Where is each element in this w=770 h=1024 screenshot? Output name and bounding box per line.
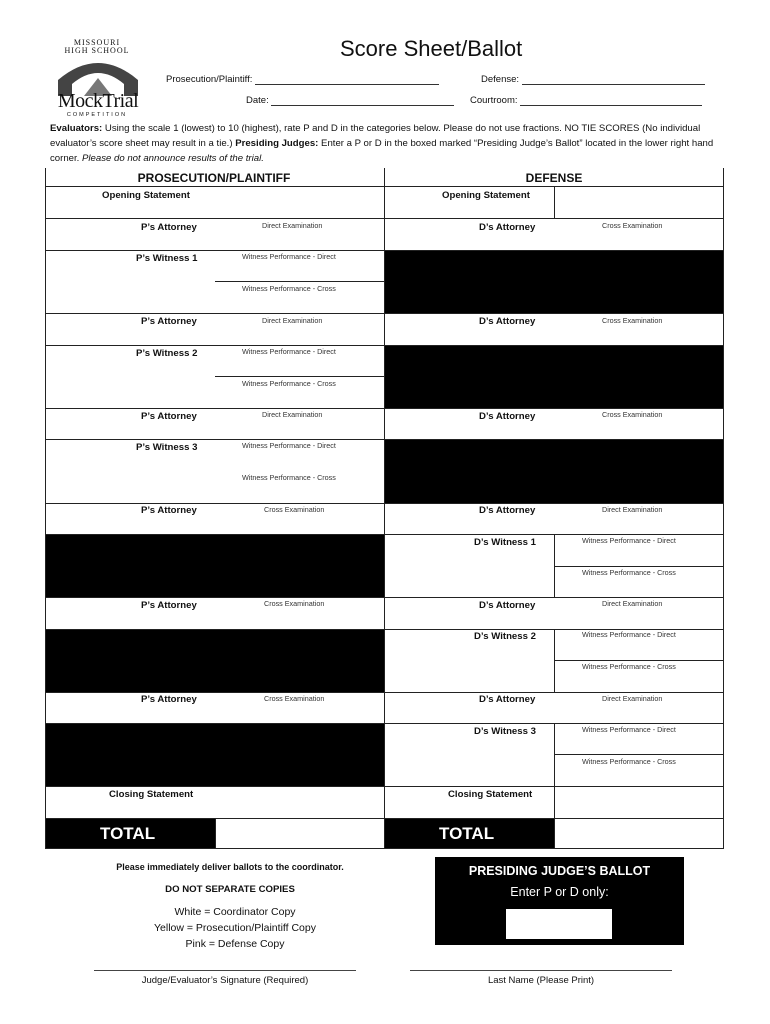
p-witness1-label: P’s Witness 1	[136, 253, 198, 264]
last-name-line[interactable]	[410, 970, 672, 971]
p-closing-label: Closing Statement	[109, 789, 194, 800]
row-line	[45, 723, 724, 724]
d-attorney-label: D’s Attorney	[479, 694, 536, 705]
deliver-note: Please immediately deliver ballots to the coordinator.	[116, 862, 344, 872]
p-attorney-label: P’s Attorney	[141, 316, 197, 327]
row-line	[554, 660, 724, 661]
page-title: Score Sheet/Ballot	[340, 36, 523, 61]
row-line	[215, 376, 384, 377]
mock-trial-logo	[44, 34, 150, 118]
d-direct-exam-label: Direct Examination	[602, 505, 663, 514]
p-direct-exam-label: Direct Examination	[262, 221, 323, 230]
row-line	[45, 186, 724, 187]
p-cross-exam-label: Cross Examination	[264, 599, 325, 608]
table-border	[723, 168, 724, 849]
p-wp-direct-label: Witness Performance - Direct	[242, 347, 336, 356]
row-line	[45, 534, 724, 535]
signature-line[interactable]	[94, 970, 356, 971]
d-attorney-label: D’s Attorney	[479, 411, 536, 422]
courtroom-label: Courtroom:	[470, 95, 518, 106]
blacked-out-cell	[45, 534, 384, 597]
logo-main-text: MockTrial	[57, 90, 139, 112]
signature-label: Judge/Evaluator’s Signature (Required)	[141, 975, 309, 986]
d-witness3-label: D’s Witness 3	[474, 726, 536, 737]
row-line	[45, 345, 724, 346]
instructions	[50, 121, 730, 166]
row-line	[45, 313, 724, 314]
defense-column-header: DEFENSE	[525, 171, 583, 185]
d-direct-exam-label: Direct Examination	[602, 599, 663, 608]
pink-copy-note: Pink = Defense Copy	[185, 938, 285, 950]
d-opening-label: Opening Statement	[442, 190, 530, 201]
logo-top-text-2: HIGH SCHOOL	[64, 46, 130, 55]
evaluators-text: Using the scale 1 (lowest) to 10 (highest), rate P and D in the categories below. Please do not use fractions. NO TIE SCORES (No individual evaluator’s score sheet may result in a tie.)	[50, 123, 701, 149]
d-wp-direct-label: Witness Performance - Direct	[582, 536, 676, 545]
d-cross-exam-label: Cross Examination	[602, 221, 663, 230]
defense-field[interactable]	[481, 74, 705, 85]
d-wp-cross-label: Witness Performance - Cross	[582, 568, 676, 577]
no-announce-text: Please do not announce results of the trial.	[82, 153, 264, 164]
prosecution-field[interactable]	[166, 74, 439, 85]
row-line	[45, 692, 724, 693]
p-wp-cross-label: Witness Performance - Cross	[242, 284, 336, 293]
d-wp-cross-label: Witness Performance - Cross	[582, 662, 676, 671]
p-wp-direct-label: Witness Performance - Direct	[242, 441, 336, 450]
row-line	[45, 250, 724, 251]
row-line	[45, 218, 724, 219]
date-line	[271, 96, 454, 106]
blacked-out-cell	[384, 345, 724, 408]
p-attorney-label: P’s Attorney	[141, 222, 197, 233]
blacked-out-cell	[384, 250, 724, 313]
p-direct-exam-label: Direct Examination	[262, 410, 323, 419]
row-line	[215, 281, 384, 282]
prosecution-line	[255, 75, 439, 85]
p-direct-exam-label: Direct Examination	[262, 316, 323, 325]
p-wp-cross-label: Witness Performance - Cross	[242, 473, 336, 482]
p-attorney-label: P’s Attorney	[141, 600, 197, 611]
row-line	[45, 408, 724, 409]
defense-label: Defense:	[481, 74, 520, 85]
d-attorney-label: D’s Attorney	[479, 316, 536, 327]
blacked-out-cell	[384, 439, 724, 503]
d-witness2-label: D’s Witness 2	[474, 631, 536, 642]
presiding-judge-ballot	[435, 857, 684, 945]
row-line	[45, 503, 724, 504]
score-table	[45, 168, 724, 849]
p-total-label: TOTAL	[100, 824, 156, 843]
prosecution-label: Prosecution/Plaintiff:	[166, 74, 253, 85]
courtroom-field[interactable]	[470, 95, 702, 106]
d-total-label: TOTAL	[439, 824, 495, 843]
d-closing-label: Closing Statement	[448, 789, 533, 800]
p-witness2-label: P’s Witness 2	[136, 348, 198, 359]
last-name-label: Last Name (Please Print)	[487, 975, 595, 986]
p-wp-cross-label: Witness Performance - Cross	[242, 379, 336, 388]
courtroom-line	[520, 96, 702, 106]
p-witness3-label: P’s Witness 3	[136, 442, 198, 453]
row-line	[45, 439, 724, 440]
d-cross-exam-label: Cross Examination	[602, 316, 663, 325]
blacked-out-cell	[45, 629, 384, 692]
row-line	[554, 566, 724, 567]
ballot-instruction: Enter P or D only:	[510, 885, 609, 899]
logo-sub-text: COMPETITION	[66, 112, 128, 118]
p-attorney-label: P’s Attorney	[141, 694, 197, 705]
column-divider	[384, 168, 385, 849]
date-field[interactable]	[246, 95, 454, 106]
p-attorney-label: P’s Attorney	[141, 411, 197, 422]
score-divider	[215, 818, 216, 849]
separate-note: DO NOT SEPARATE COPIES	[165, 884, 295, 895]
row-line	[45, 597, 724, 598]
date-label: Date:	[246, 95, 269, 106]
p-cross-exam-label: Cross Examination	[264, 505, 325, 514]
table-border	[45, 848, 724, 849]
p-wp-direct-label: Witness Performance - Direct	[242, 252, 336, 261]
ballot-title: PRESIDING JUDGE’S BALLOT	[468, 864, 651, 878]
score-divider	[554, 186, 555, 218]
ballot-winner-input[interactable]	[506, 909, 612, 939]
row-line	[554, 754, 724, 755]
prosecution-column-header: PROSECUTION/PLAINTIFF	[137, 171, 291, 185]
defense-line	[522, 75, 705, 85]
table-border	[45, 168, 46, 849]
white-copy-note: White = Coordinator Copy	[174, 906, 296, 918]
d-attorney-label: D’s Attorney	[479, 222, 536, 233]
p-cross-exam-label: Cross Examination	[264, 694, 325, 703]
logo-top-text-1: MISSOURI	[73, 38, 121, 47]
d-direct-exam-label: Direct Examination	[602, 694, 663, 703]
yellow-copy-note: Yellow = Prosecution/Plaintiff Copy	[154, 922, 316, 934]
d-attorney-label: D’s Attorney	[479, 505, 536, 516]
p-opening-label: Opening Statement	[102, 190, 190, 201]
d-wp-cross-label: Witness Performance - Cross	[582, 757, 676, 766]
evaluators-label: Evaluators:	[50, 123, 103, 134]
blacked-out-cell	[45, 723, 384, 786]
d-wp-direct-label: Witness Performance - Direct	[582, 725, 676, 734]
row-line	[45, 786, 724, 787]
score-divider	[554, 818, 555, 849]
d-attorney-label: D’s Attorney	[479, 600, 536, 611]
row-line	[45, 818, 724, 819]
p-attorney-label: P’s Attorney	[141, 505, 197, 516]
judges-text: Enter a P or D in the boxed marked “Presiding Judge’s Ballot” located in the lower right hand corner.	[50, 138, 714, 164]
judges-label: Presiding Judges:	[235, 138, 319, 149]
d-wp-direct-label: Witness Performance - Direct	[582, 630, 676, 639]
d-witness1-label: D’s Witness 1	[474, 537, 536, 548]
d-cross-exam-label: Cross Examination	[602, 410, 663, 419]
